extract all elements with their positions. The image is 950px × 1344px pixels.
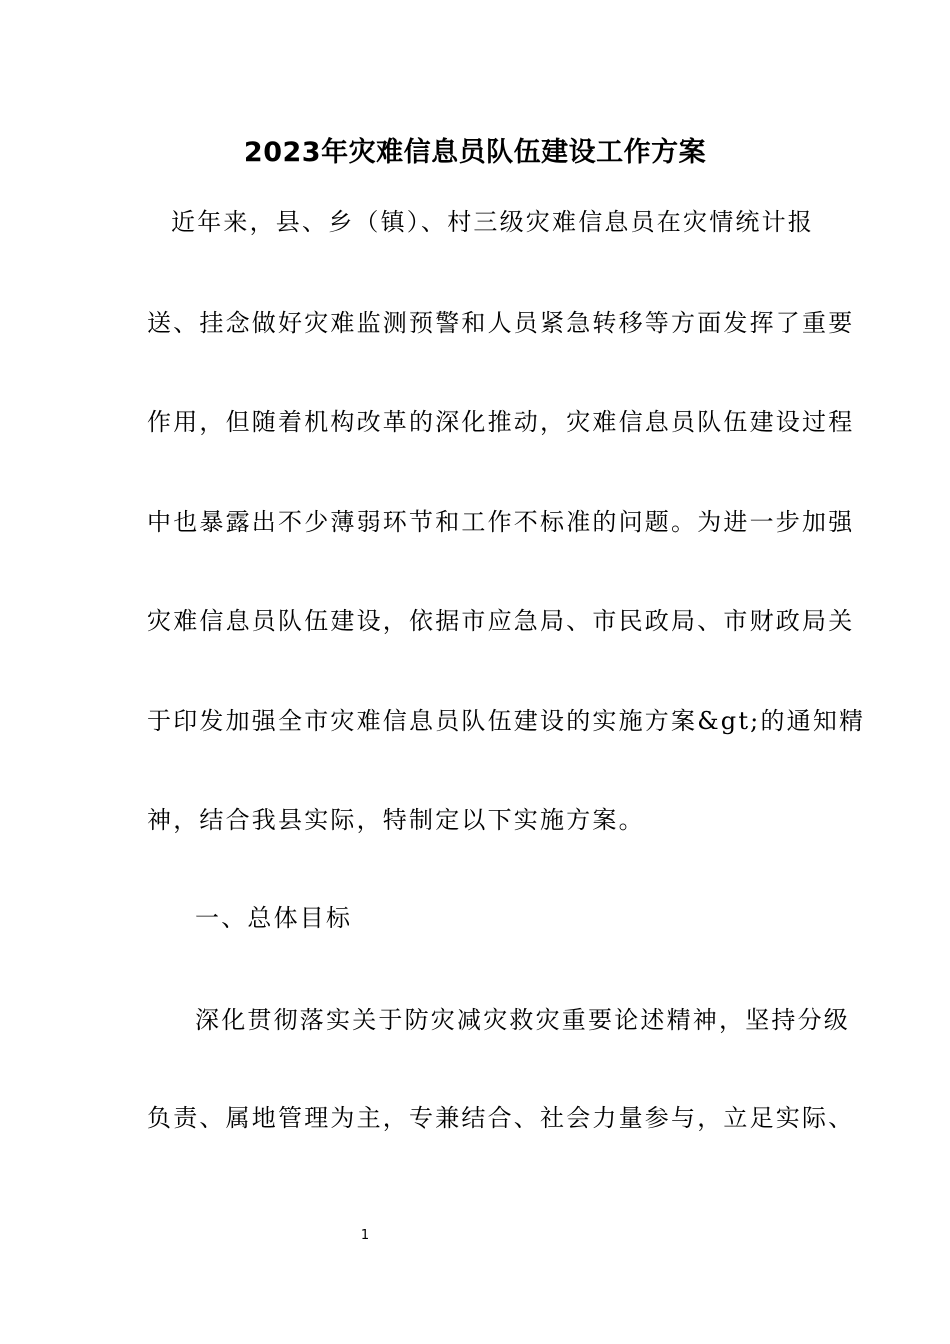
paragraph-line: 灾难信息员队伍建设，依据市应急局、市民政局、市财政局关 xyxy=(147,607,855,635)
paragraph-line: 深化贯彻落实关于防灾减灾救灾重要论述精神，坚持分级 xyxy=(195,1006,850,1034)
paragraph-line: 神，结合我县实际，特制定以下实施方案。 xyxy=(147,806,645,834)
paragraph-line: 近年来，县、乡（镇）、村三级灾难信息员在灾情统计报 xyxy=(171,208,814,236)
section-heading: 一、总体目标 xyxy=(195,904,353,932)
document-title: 2023年灾难信息员队伍建设工作方案 xyxy=(243,137,707,168)
paragraph-line: 中也暴露出不少薄弱环节和工作不标准的问题。为进一步加强 xyxy=(147,508,855,536)
paragraph-line: 于印发加强全市灾难信息员队伍建设的实施方案&gt;的通知精 xyxy=(147,707,866,735)
paragraph-line: 作用，但随着机构改革的深化推动，灾难信息员队伍建设过程 xyxy=(147,408,855,436)
paragraph-line: 负责、属地管理为主，专兼结合、社会力量参与，立足实际、 xyxy=(147,1104,855,1132)
page-number: 1 xyxy=(360,1228,370,1243)
paragraph-line: 送、挂念做好灾难监测预警和人员紧急转移等方面发挥了重要 xyxy=(147,309,855,337)
